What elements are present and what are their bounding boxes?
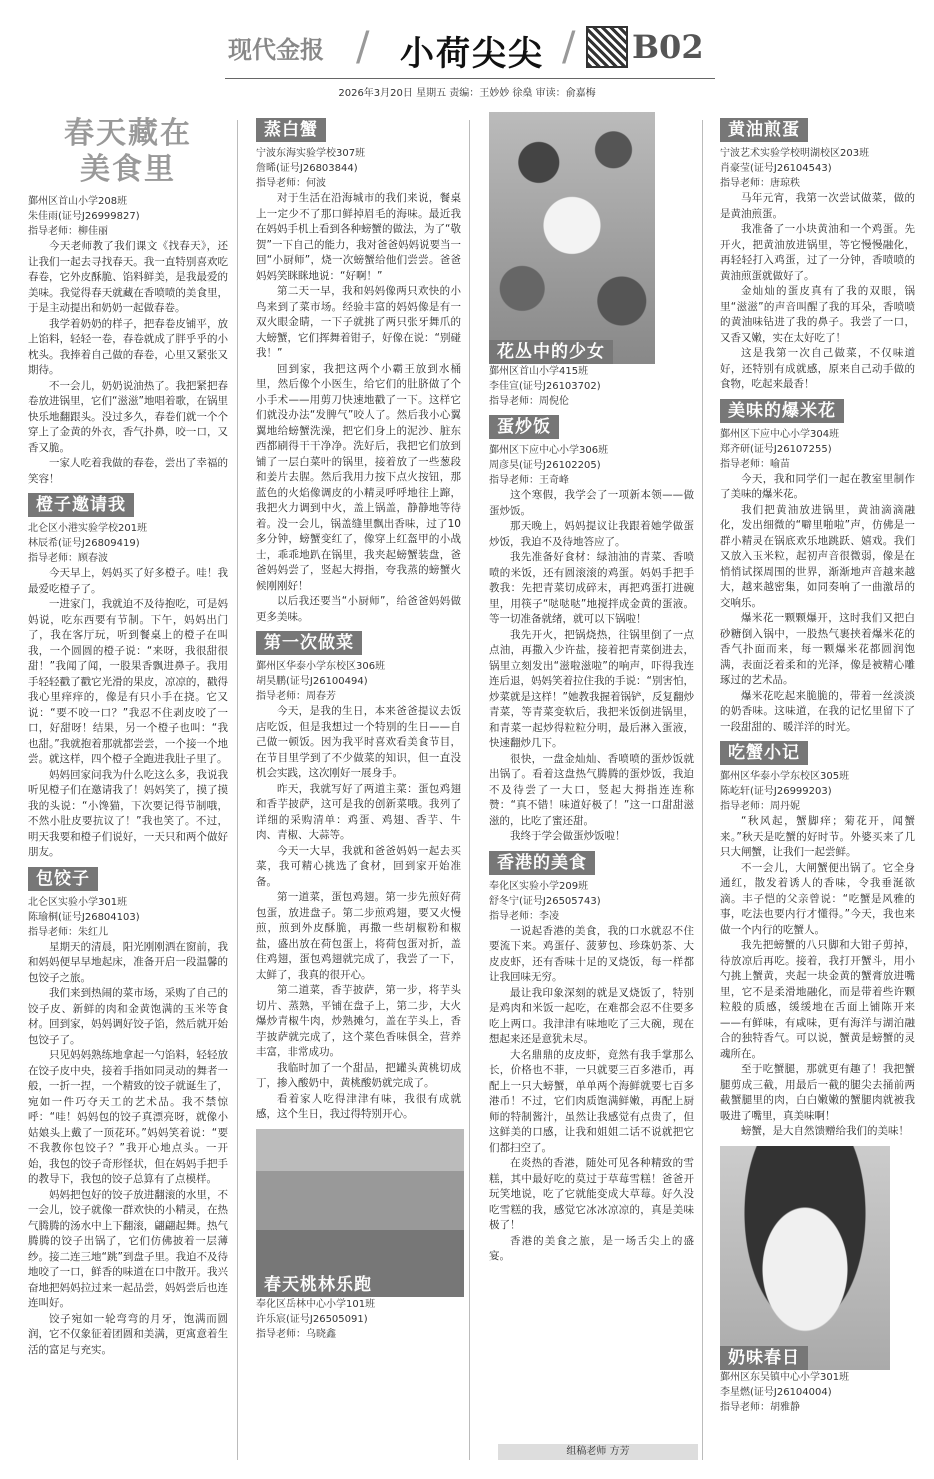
artwork-title: 花丛中的少女 (489, 340, 613, 364)
artwork-title: 春天桃林乐跑 (256, 1273, 380, 1297)
article-title: 包饺子 (28, 867, 98, 891)
teacher: 指导老师：周丹妮 (720, 801, 800, 812)
author: 陈瑜桐(证号J26804103) (28, 911, 140, 923)
article-steamed-crab (256, 112, 461, 625)
paragraph: 我学着奶奶的样子，把春卷皮铺平，放上馅料，轻轻一卷，春卷就成了胖乎乎的小枕头。我捧着自己做的春卷，心里又紧张又期待。 (28, 317, 228, 376)
school: 鄞州区华泰小学东校区305班 (720, 771, 850, 782)
paragraph: 这个寒假，我学会了一项新本领——做蛋炒饭。 (489, 489, 694, 517)
school: 宁波艺术实验学校明湖校区203班 (720, 148, 870, 159)
article-spring-food (28, 116, 228, 487)
author: 胡昊鹏(证号J26100494) (256, 676, 368, 687)
paragraph: 很快，一盘金灿灿、香喷喷的蛋炒饭就出锅了。看着这盘热气腾腾的蛋炒饭，我迫不及待尝了一大口，竖起大拇指连连称赞：“真不错！味道好极了！”这一口甜甜滋滋的，比吃了蜜还甜。 (489, 752, 694, 827)
paragraph: 今天，我和同学们一起在教室里制作了美味的爆米花。 (720, 472, 915, 500)
qr-code-icon (586, 26, 628, 68)
paragraph: 一说起香港的美食，我的口水就忍不住要流下来。鸡蛋仔、菠萝包、珍珠奶茶、大皮皮虾，还有香味十足的叉烧饭，每一样都让我回味无穷。 (489, 924, 694, 983)
paragraph: 一家人吃着我做的春卷，尝出了幸福的笑容！ (28, 457, 228, 485)
teacher: 指导老师：周春芳 (256, 691, 336, 702)
header-divider: / (356, 24, 370, 70)
author: 舒冬宁(证号J26505743) (489, 895, 601, 907)
paragraph: 在炎热的香港，随处可见各种精致的雪糕，其中最好吃的莫过于草莓雪糕！爸爸开玩笑地说，吃了它就能变成大草莓。好久没吃雪糕的我，感觉它冰冰凉凉的，真是美味极了！ (489, 1157, 694, 1231)
article-first-cooking (256, 625, 461, 1123)
section-title: 小荷尖尖 (400, 34, 544, 74)
school: 鄞州区下应中心小学304班 (720, 428, 840, 440)
paragraph: 不一会儿，奶奶说油热了。我把紧把春卷放进锅里，它们“滋滋”地唱着歌，在锅里快乐地翻跟头。没过多久，春卷们就一个个穿上了金黄的外衣，香气扑鼻，咬一口，又香又脆。 (28, 379, 228, 454)
column-divider (469, 120, 470, 1460)
article-title: 橙子邀请我 (28, 493, 134, 517)
teacher: 指导老师：何波 (256, 178, 326, 189)
header-divider: / (562, 24, 576, 70)
article-orange (28, 487, 228, 861)
paragraph: 我先把螃蟹的八只脚和大钳子剪掉，待放凉后再吃。接着，我打开蟹斗，用小勺挑上蟹黄，夹起一块金黄的蟹膏放进嘴里，它不是柔滑地融化，而是带着些许颗粒般的质感，缓缓地在舌面上铺陈开来——有鲜味，有咸味，更有海洋与湖泊融合的独特香气。可以说，蟹黄是螃蟹的灵魂所在。 (720, 939, 915, 1060)
paragraph: 香港的美食之旅，是一场舌尖上的盛宴。 (489, 1234, 694, 1262)
paragraph: 妈妈回家问我为什么吃这么多，我说我听见橙子们在邀请我了！妈妈笑了，摸了摸我的头说：“小馋猫，下次要记得节制哦，不然小肚皮要抗议了！”我也笑了。不过，明天我要和橙子们说好，一天只和两个做好朋友。 (28, 768, 228, 858)
artwork-milk-spring (720, 1146, 915, 1415)
article-title: 美味的爆米花 (720, 399, 844, 423)
column-4 (720, 112, 915, 1415)
paragraph: 今天早上，妈妈买了好多橙子。哇！我最爱吃橙子了。 (28, 567, 228, 595)
paragraph: 妈妈把包好的饺子放进翻滚的水里，不一会儿，饺子就像一群欢快的小精灵，在热气腾腾的汤水中上下翻滚，翩翩起舞。热气腾腾的饺子出锅了，它们仿佛披着一层薄纱。接二连三地“跳”到盘子里。我迫不及待地咬了一口，鲜香的味道在口中散开。我兴奋地把妈妈拉过来一起品尝，妈妈尝后也连连叫好。 (28, 1188, 228, 1309)
paragraph: 至于吃蟹腿，那就更有趣了！我把蟹腿剪成三截，用最后一截的腿尖去捅前两截蟹腿里的肉，白白嫩嫩的蟹腿肉就被我吸进了嘴里，真美味啊！ (720, 1063, 915, 1122)
paragraph: 最让我印象深刻的就是叉烧饭了，特别是鸡肉和米饭一起吃，在难都会忍不住要多吃上两口。我津津有味地吃了三大碗，现在想起来还是意犹未尽。 (489, 986, 694, 1045)
page-number: B02 (632, 28, 704, 66)
paragraph: 回到家，我把这两个小霸王放到水桶里，然后像个小医生，给它们的肚脐做了个小手术——用剪刀快速地戳了一下。这样它们就没办法“发脾气”咬人了。然后我小心翼翼地给螃蟹洗澡，把它们身上的泥沙、脏东西都刷得干干净净。洗好后，我把它们放到铺了一层白菜叶的锅里，接着放了一些葱段和姜片去腥。然后我用力按下点火按钮，那蓝色的火焰像调皮的小精灵呼呼地往上蹿，我把火力调到中火，盖上锅盖，静静地等待着。没一会儿，锅盖缝里飘出香味，过了10多分钟，螃蟹变红了，像穿上红盔甲的小战士，乖乖地趴在锅里，我夹起螃蟹装盘，爸爸妈妈尝了，竖起大拇指，夸我蒸的螃蟹火候刚刚好！ (256, 362, 461, 592)
article-butter-egg (720, 112, 915, 393)
article-popcorn (720, 393, 915, 736)
article-title: 第一次做菜 (256, 631, 362, 655)
paragraph: 昨天，我就写好了两道主菜：蛋包鸡翅和香芋披萨，这可是我的创新菜哦。我列了详细的采购清单：鸡蛋、鸡翅、香芋、牛肉、青椒、大蒜等。 (256, 782, 461, 841)
author: 林辰希(证号J26809419) (28, 538, 140, 549)
author: 李星燃(证号J26104004) (720, 1386, 832, 1398)
article-title: 黄油煎蛋 (720, 118, 808, 142)
article-title: 蛋炒饭 (489, 415, 559, 439)
author: 周彦昊(证号J26102205) (489, 460, 601, 471)
paragraph: 爆米花一颗颗爆开，这时我们又把白砂糖倒入锅中，一股热气裹挟着爆米花的香气扑面而来，每一颗爆米花都圆润饱满，表面泛着柔和的光泽，像是被精心雕琢过的艺术品。 (720, 612, 915, 686)
paragraph: 只见妈妈熟练地拿起一勺馅料，轻轻放在饺子皮中央，接着手指如同灵动的舞者一般，一折一捏，一个精致的饺子就诞生了，宛如一件巧夺天工的艺术品。我不禁惊呼：“哇！妈妈包的饺子真漂亮呀，就像小姑娘头上戴了一顶花环。”妈妈笑着说：“要不我教你包饺子？”我开心地点头。一开始，我包的饺子奇形怪状，但在妈妈手把手的教导下，我包的饺子总算有了点模样。 (28, 1049, 228, 1185)
paragraph: 我们把黄油放进锅里，黄油滴滴融化，发出细微的“噼里啪啦”声，仿佛是一群小精灵在锅底欢乐地跳跃、嬉戏。我们又放入玉米粒，起初声音很微弱，像是在悄悄试探周围的世界，渐渐地声音越来越大，越来越密集，如同奏响了一曲激昂的交响乐。 (720, 503, 915, 609)
paragraph: 对于生活在沿海城市的我们来说，餐桌上一定少不了那口鲜掉眉毛的海味。最近我在妈妈手机上看到各种螃蟹的做法，为了“敬贺”一下自己的能力，我对爸爸妈妈说要当一回“小厨师”，烧一次螃蟹给他们尝尝。爸爸妈妈笑眯眯地说：“好啊！” (256, 192, 461, 282)
paragraph: 今天一大早，我就和爸爸妈妈一起去买菜，我可精心挑选了食材，回到家开始准备。 (256, 844, 461, 888)
paragraph: 我终于学会做蛋炒饭啦！ (510, 830, 626, 842)
paragraph: 金灿灿的蛋皮真有了我的双眼，锅里“滋滋”的声音叫醒了我的耳朵，香喷喷的黄油味钻进了我的鼻子。我尝了一口，又香又嫩，实在太好吃了！ (720, 285, 915, 344)
children-drawing-image (720, 1146, 890, 1370)
paragraph: 以后我还要当“小厨师”，给爸爸妈妈做更多美味。 (256, 595, 461, 623)
article-title: 蒸白蟹 (256, 118, 326, 142)
paragraph: 大名鼎鼎的皮皮虾，竟然有我手掌那么长，价格也不菲，一只就要三百多港币，再配上一只大螃蟹，单单两个海鲜就要七百多港币！不过，它们肉质饱满鲜嫩，再配上厨师的特制酱汁，虽然让我感觉有点贵了，但这鲜美的口感，让我和姐姐二话不说就把它们都扫空了。 (489, 1048, 694, 1154)
school: 奉化区岳林中心小学101班 (256, 1298, 376, 1310)
paragraph: 这是我第一次自己做菜，不仅味道好，还特别有成就感，原来自己动手做的食物，吃起来最香！ (720, 347, 915, 390)
paragraph: 星期天的清晨，阳光刚刚洒在窗前，我和妈妈便早早地起床，准备开启一段温馨的包饺子之旅。 (28, 940, 228, 984)
paragraph: 那天晚上，妈妈提议让我跟着她学做蛋炒饭，我迫不及待地答应了。 (489, 520, 694, 548)
teacher: 指导老师：胡雅静 (720, 1401, 800, 1413)
author: 詹晞(证号J26803844) (256, 163, 358, 174)
author: 朱佳雨(证号J26999827) (28, 211, 140, 222)
article-title: 香港的美食 (489, 851, 595, 875)
school: 鄞州区东吴镇中心小学301班 (720, 1371, 850, 1383)
article-dumplings (28, 861, 228, 1359)
paragraph: 螃蟹，是大自然馈赠给我们的美味！ (741, 1125, 909, 1137)
school: 奉化区实验小学209班 (489, 880, 589, 892)
teacher: 指导老师：唐琼秩 (720, 178, 800, 189)
paragraph: 第二道菜，香芋披萨，第一步，将芋头切片、蒸熟，平铺在盘子上，第二步，大火爆炒青椒牛肉，炒熟摊匀，盖在芋头上，香芋披萨就完成了，这个菜色香味俱全，营养丰富，非常成功。 (256, 984, 461, 1058)
school: 宁波东海实验学校307班 (256, 148, 366, 159)
teacher: 指导老师：柳佳丽 (28, 226, 108, 237)
paragraph: 今天老师教了我们课文《找春天》，还让我们一起去寻找春天。我一直特别喜欢吃春卷，它外皮酥脆、馅料鲜美，是我最爱的美味。我觉得春天就藏在香喷喷的美食里，于是主动提出和奶奶一起做春卷。 (28, 240, 228, 314)
paragraph: 爆米花吃起来脆脆的，带着一丝淡淡的奶香味。这味道，在我的记忆里留下了一段甜甜的、暖洋洋的时光。 (720, 689, 915, 733)
author: 肖豪莹(证号J26104543) (720, 163, 832, 174)
teacher: 指导老师：周倪伦 (489, 396, 569, 407)
article-crab-notes (720, 735, 915, 1140)
school: 鄞州区首山小学208班 (28, 196, 128, 207)
paragraph: 马年元宵，我第一次尝试做菜，做的是黄油煎蛋。 (720, 192, 915, 220)
paragraph: 不一会儿，大闸蟹便出锅了。它全身通红，散发着诱人的香味，令我垂涎欲滴。丰子恺的父亲曾说：“吃蟹是风雅的事，吃法也要内行才懂得。”今天，我也来做一个内行的吃蟹人。 (720, 861, 915, 936)
column-divider (702, 120, 703, 1460)
editor-note: 组稿老师 方芳 (498, 1444, 698, 1460)
paragraph: 第二天一早，我和妈妈像两只欢快的小鸟来到了菜市场。经验丰富的妈妈像是有一双火眼金睛，一下子就挑了两只张牙舞爪的大螃蟹，它们挥舞着钳子，好像在说：“别碰我！” (256, 285, 461, 359)
children-drawing-image (489, 112, 655, 364)
paragraph: 我先准备好食材：绿油油的青菜、香喷喷的米饭，还有圆滚滚的鸡蛋。妈妈手把手教我：先把青菜切成碎末，再把鸡蛋打进碗里，用筷子“哒哒哒”地搅拌成金黄的蛋液。等一切准备就绪，就可以下锅啦！ (489, 551, 694, 625)
artwork-peach-run (256, 1129, 461, 1342)
article-title: 春天藏在 美食里 (64, 116, 192, 187)
school: 鄞州区下应中心小学306班 (489, 445, 609, 456)
author: 李佳宣(证号J26103702) (489, 381, 601, 392)
article-hongkong-food (489, 845, 694, 1265)
paragraph: 看着家人吃得津津有味，我很有成就感，这个生日，我过得特别开心。 (256, 1092, 461, 1120)
article-fried-rice (489, 409, 694, 845)
author: 郑齐研(证号J26107255) (720, 443, 832, 455)
paragraph: 今天，是我的生日，本来爸爸提议去饭店吃饭，但是我想过一个特别的生日——自己做一顿饭。因为我平时喜欢看美食节目，在节目里学到了不少做菜的知识，但一直没机会实践，这次刚好一展身手。 (256, 705, 461, 779)
teacher: 指导老师：顾春波 (28, 553, 108, 564)
paragraph: 第一道菜，蛋包鸡翅。第一步先煎好荷包蛋，放进盘子。第二步煎鸡翅，要又火慢煎，煎到外皮酥脆，再撒一些胡椒粉和椒盐，盛出放在荷包蛋上，将荷包蛋对折，盖住鸡翅，蛋包鸡翅就完成了，我尝了一下，太鲜了，我真的很开心。 (256, 891, 461, 981)
teacher: 指导老师：朱红儿 (28, 926, 108, 938)
children-drawing-image (256, 1129, 464, 1297)
paragraph: “秋风起，蟹脚痒；菊花开，闻蟹来。”秋天是吃蟹的好时节。外婆买来了几只大闸蟹，让我们一起尝鲜。 (720, 815, 915, 858)
issue-meta: 2026年3月20日 星期五 责编：王妙妙 徐燊 审读：俞嘉梅 (338, 88, 596, 99)
teacher: 指导老师：李凌 (489, 910, 559, 922)
page-header (0, 0, 934, 100)
paragraph: 我临时加了一个甜品，把罐头黄桃切成丁，掺入酸奶中，黄桃酸奶就完成了。 (256, 1061, 461, 1089)
school: 北仑区实验小学301班 (28, 896, 128, 908)
paragraph: 我们来到热闹的菜市场，采购了自己的饺子皮、新鲜的肉和金黄饱满的玉米等食材。回到家，妈妈调好饺子馅，然后就开始包饺子了。 (28, 987, 228, 1046)
author: 许乐宸(证号J26505091) (256, 1313, 368, 1325)
column-divider (237, 120, 238, 1460)
column-1 (28, 112, 228, 1358)
column-3 (489, 112, 694, 1265)
artwork-title: 奶味春日 (720, 1346, 808, 1370)
paragraph: 我准备了一小块黄油和一个鸡蛋。先开火，把黄油放进锅里，等它慢慢融化，再轻轻打入鸡蛋，过了一分钟，香喷喷的黄油煎蛋就做好了。 (720, 223, 915, 282)
school: 鄞州区首山小学415班 (489, 366, 589, 377)
teacher: 指导老师：王奇峰 (489, 475, 569, 486)
paragraph: 我先开火，把锅烧热，往锅里倒了一点点油，再撒入少许盐，接着把青菜倒进去，锅里立刻发出“滋啦滋啦”的响声，吓得我连连后退，妈妈笑着拉住我的手说：“别害怕，炒菜就是这样！”她教我握着锅铲，反复翻炒青菜，等青菜变软后，我把米饭倒进锅里，和青菜一起炒得粒粒分明，最后淋入蛋液，快速翻炒几下。 (489, 628, 694, 749)
school: 鄞州区华泰小学东校区306班 (256, 661, 386, 672)
column-2 (256, 112, 461, 1342)
header-rule (225, 78, 715, 79)
paragraph: 一进家门，我就迫不及待抱吃，可是妈妈说，吃东西要有节制。下午，妈妈出门了，我在客厅玩，听到餐桌上的橙子在叫我，一个圆圆的橙子说：“来呀，我很甜很甜！”我闻了闻，一股果香飘进鼻子。我用手轻轻戳了戳它光滑的果皮，凉凉的，戳得我心里痒痒的，像是有只小手在挠。它又说：“要不咬一口？”我忍不住剥皮咬了一口，好甜呀！结果，另一个橙子也叫：“我也甜。”我就抱着那就都尝尝，一个接一个地尝。就这样，四个橙子全跑进我肚子里了。 (28, 598, 228, 765)
school: 北仑区小港实验学校201班 (28, 523, 148, 534)
teacher: 指导老师：喻苗 (720, 458, 790, 470)
artwork-girl-flowers (489, 112, 694, 409)
newspaper-name: 现代金报 (228, 35, 324, 64)
paragraph: 饺子宛如一轮弯弯的月牙，饱满而圆润，它不仅象征着团圆和美满，更寓意着生活的富足与充实。 (28, 1312, 228, 1356)
author: 陈屹轩(证号J26999203) (720, 786, 832, 797)
teacher: 指导老师：乌晓鑫 (256, 1328, 336, 1340)
article-title: 吃蟹小记 (720, 741, 808, 765)
